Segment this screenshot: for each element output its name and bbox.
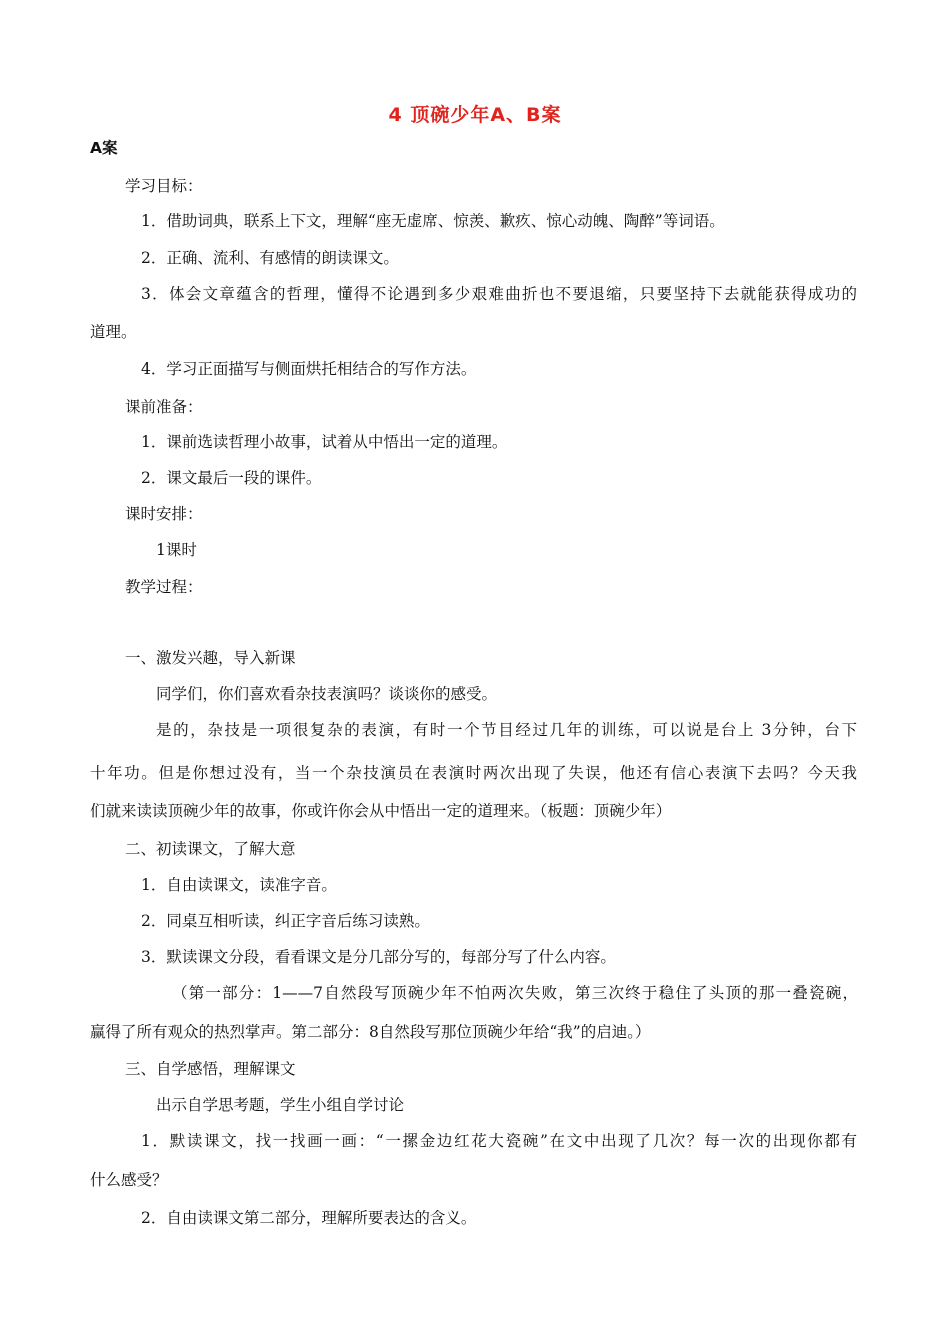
paragraph-line: 是的，杂技是一项很复杂的表演，有时一个节目经过几年的训练，可以说是台上 3分钟，台下	[156, 721, 857, 739]
objective-item: 2．正确、流利、有感情的朗读课文。	[141, 249, 399, 267]
preparation-heading: 课前准备：	[125, 398, 203, 416]
part3-item: 2．自由读课文第二部分，理解所要表达的含义。	[141, 1209, 477, 1227]
part3-intro: 出示自学思考题，学生小组自学讨论	[156, 1096, 405, 1114]
process-heading: 教学过程：	[125, 578, 203, 596]
part3-item: 1．默读课文，找一找画一画：“一摞金边红花大瓷碗”在文中出现了几次？每一次的出现你都有	[141, 1132, 857, 1150]
paragraph-line: 同学们，你们喜欢看杂技表演吗？谈谈你的感受。	[156, 685, 498, 703]
schedule-heading: 课时安排：	[125, 505, 203, 523]
part1-heading: 一、激发兴趣，导入新课	[125, 649, 296, 667]
part3-item-continuation: 什么感受？	[90, 1171, 168, 1189]
preparation-item: 1．课前选读哲理小故事，试着从中悟出一定的道理。	[141, 433, 508, 451]
paragraph-line: 们就来读读顶碗少年的故事，你或许你会从中悟出一定的道理来。（板题：顶碗少年）	[90, 802, 672, 820]
part2-item: 1．自由读课文，读准字音。	[141, 876, 337, 894]
schedule-value: 1课时	[156, 541, 197, 559]
part2-heading: 二、初读课文，了解大意	[125, 840, 296, 858]
objective-item: 4．学习正面描写与侧面烘托相结合的写作方法。	[141, 360, 477, 378]
objective-item-continuation: 道理。	[90, 323, 137, 341]
objective-item: 1．借助词典，联系上下文，理解“座无虚席、惊羡、歉疚、惊心动魄、陶醉”等词语。	[141, 212, 725, 230]
section-a-label: A案	[90, 139, 118, 157]
part2-item: 2．同桌互相听读，纠正字音后练习读熟。	[141, 912, 430, 930]
objectives-heading: 学习目标：	[125, 177, 203, 195]
paragraph-line: 十年功。但是你想过没有，当一个杂技演员在表演时两次出现了失误，他还有信心表演下去吗？今天我	[90, 764, 857, 782]
part2-note-line: （第一部分：1——7自然段写顶碗少年不怕两次失败，第三次终于稳住了头顶的那一叠瓷碗，	[172, 984, 858, 1002]
page-title: 4 顶碗少年A、B案	[388, 104, 562, 126]
part2-note-line: 赢得了所有观众的热烈掌声。第二部分：8自然段写那位顶碗少年给“我”的启迪。）	[90, 1023, 651, 1041]
part3-heading: 三、自学感悟，理解课文	[125, 1060, 296, 1078]
preparation-item: 2．课文最后一段的课件。	[141, 469, 322, 487]
objective-item: 3．体会文章蕴含的哲理，懂得不论遇到多少艰难曲折也不要退缩，只要坚持下去就能获得成功的	[141, 285, 857, 303]
part2-item: 3．默读课文分段，看看课文是分几部分写的，每部分写了什么内容。	[141, 948, 616, 966]
